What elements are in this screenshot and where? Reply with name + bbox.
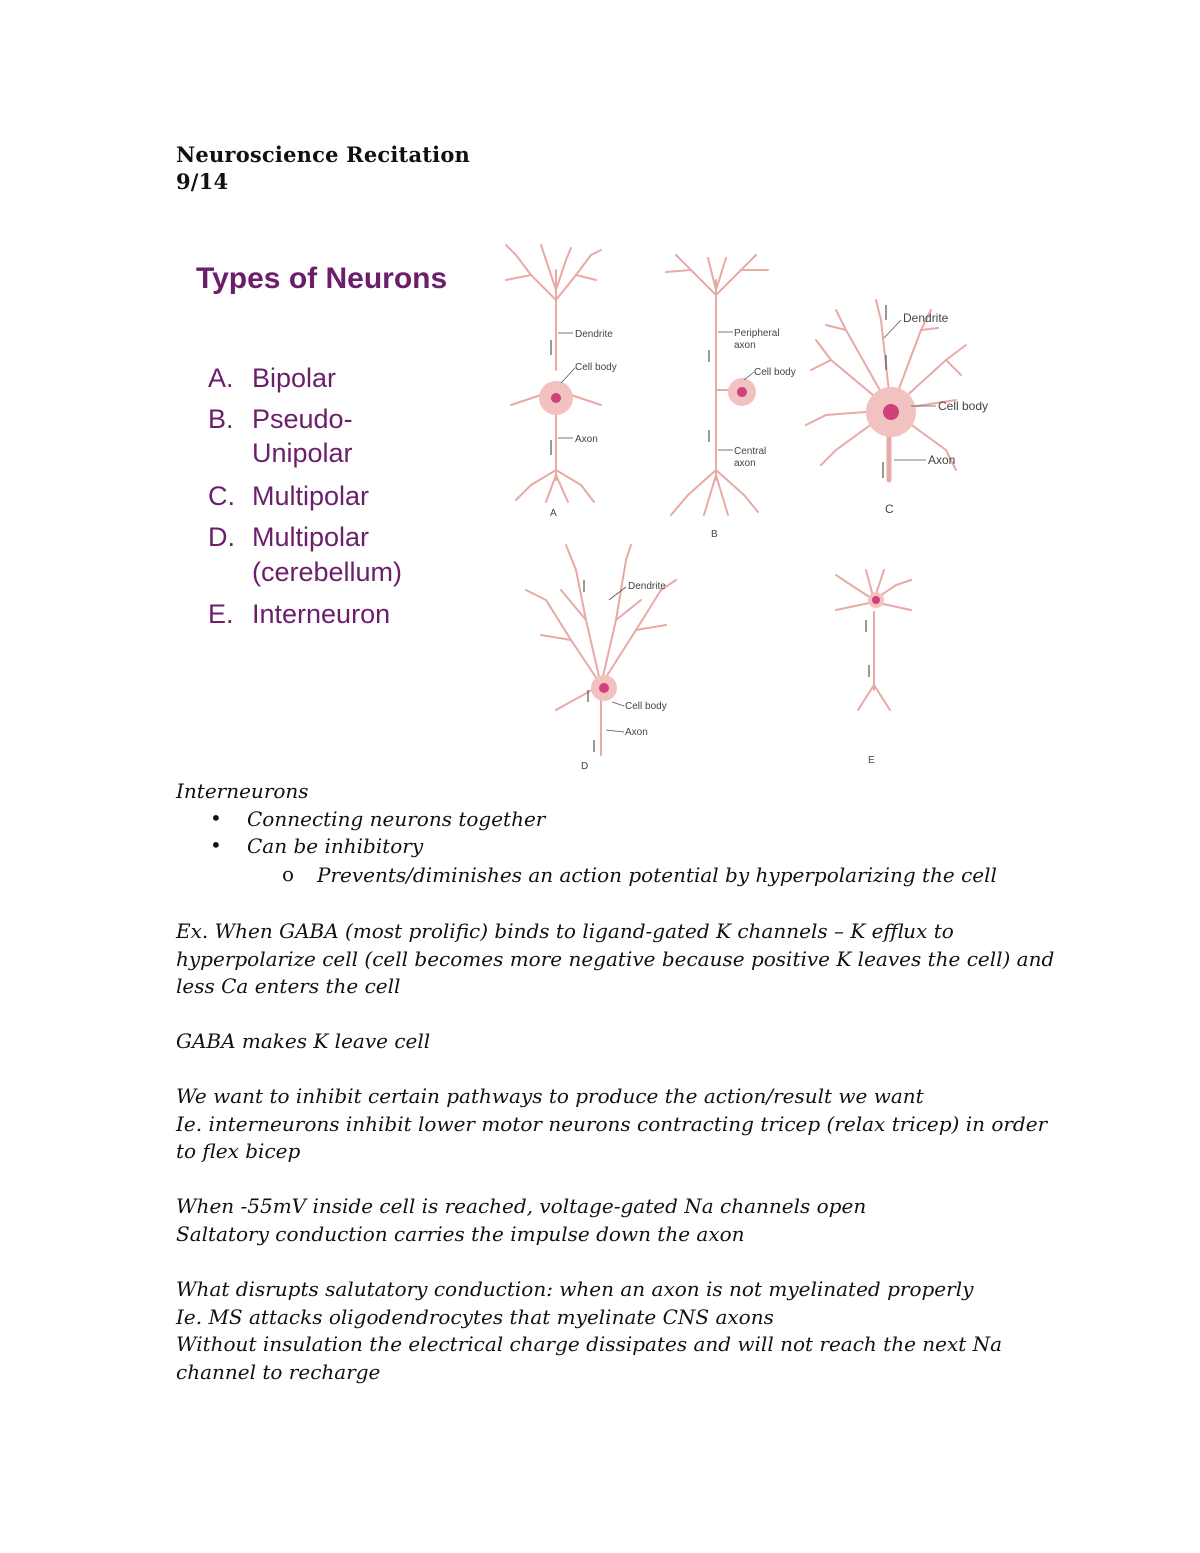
bullet-glyph: •	[210, 806, 222, 830]
type-item-e: E. Interneuron	[208, 599, 391, 629]
bullet-glyph: •	[210, 833, 222, 857]
type-item-d-cont: (cerebellum)	[252, 557, 403, 587]
label-d-dendrite: Dendrite	[628, 581, 666, 592]
label-b-cell-body: Cell body	[754, 367, 796, 378]
label-c-axon: Axon	[928, 453, 956, 467]
neuron-a-nucleus	[551, 393, 561, 403]
label-d-cell-body: Cell body	[625, 701, 667, 712]
label-c-letter: C	[885, 502, 894, 516]
label-a-dendrite: Dendrite	[575, 329, 613, 340]
bullet-item: Connecting neurons together	[247, 807, 546, 831]
neuron-b-nucleus	[737, 387, 747, 397]
sub-bullet-glyph: o	[282, 862, 295, 886]
paragraph-voltage: When -55mV inside cell is reached, voltage-gated Na channels open Saltatory conduction carries the impulse down the axon	[176, 1194, 867, 1246]
neuron-d-drawing	[526, 545, 676, 755]
sub-bullet-item: Prevents/diminishes an action potential by hyperpolarizing the cell	[317, 863, 997, 887]
paragraph-myelin: What disrupts salutatory conduction: when an axon is not myelinated properly Ie. MS attacks oligodendrocytes that myelinate CNS axons Without insulation the electrical charge dissipates and will not reach the next Na channel to recharge	[176, 1277, 1003, 1384]
label-a-letter: A	[550, 508, 557, 519]
label-a-axon: Axon	[575, 434, 598, 445]
type-item-d: D. Multipolar	[208, 522, 370, 552]
type-item-b-cont: Unipolar	[252, 438, 353, 468]
label-c-cell-body: Cell body	[938, 399, 989, 413]
type-item-c: C. Multipolar	[208, 481, 370, 511]
neuron-types-figure	[176, 240, 996, 780]
figure-title: Types of Neurons	[196, 262, 448, 295]
paragraph-inhibit: We want to inhibit certain pathways to produce the action/result we want Ie. interneurons inhibit lower motor neurons contracting tricep (relax tricep) in order to flex bicep	[176, 1084, 1048, 1163]
type-item-b: B. Pseudo-	[208, 404, 353, 434]
label-e-letter: E	[868, 755, 875, 766]
neuron-diagram	[476, 240, 996, 780]
label-c-dendrite: Dendrite	[903, 311, 949, 325]
neuron-c-nucleus	[883, 404, 899, 420]
document-title: Neuroscience Recitation	[176, 142, 471, 167]
label-d-axon: Axon	[625, 727, 648, 738]
label-b-peripheral-2: axon	[734, 340, 756, 351]
neuron-e-drawing	[836, 570, 911, 710]
label-d-letter: D	[581, 761, 589, 772]
type-item-a: A. Bipolar	[208, 363, 337, 393]
label-a-cell-body: Cell body	[575, 362, 617, 373]
label-b-central-2: axon	[734, 458, 756, 469]
bullet-item: Can be inhibitory	[247, 834, 424, 858]
neuron-d-nucleus	[599, 683, 609, 693]
label-b-letter: B	[711, 529, 718, 540]
paragraph-gaba-summary: GABA makes K leave cell	[176, 1029, 431, 1053]
paragraph-gaba: Ex. When GABA (most prolific) binds to ligand-gated K channels – K efflux to hyperpolarize cell (cell becomes more negative because positive K leaves the cell) and less Ca enters the cell	[176, 919, 1055, 998]
neuron-a-drawing	[506, 245, 601, 502]
label-b-central: Central	[734, 446, 767, 457]
label-b-peripheral: Peripheral	[734, 328, 780, 339]
neuron-e-nucleus	[872, 596, 880, 604]
notes-heading: Interneurons	[176, 779, 309, 803]
document-date: 9/14	[176, 169, 229, 194]
